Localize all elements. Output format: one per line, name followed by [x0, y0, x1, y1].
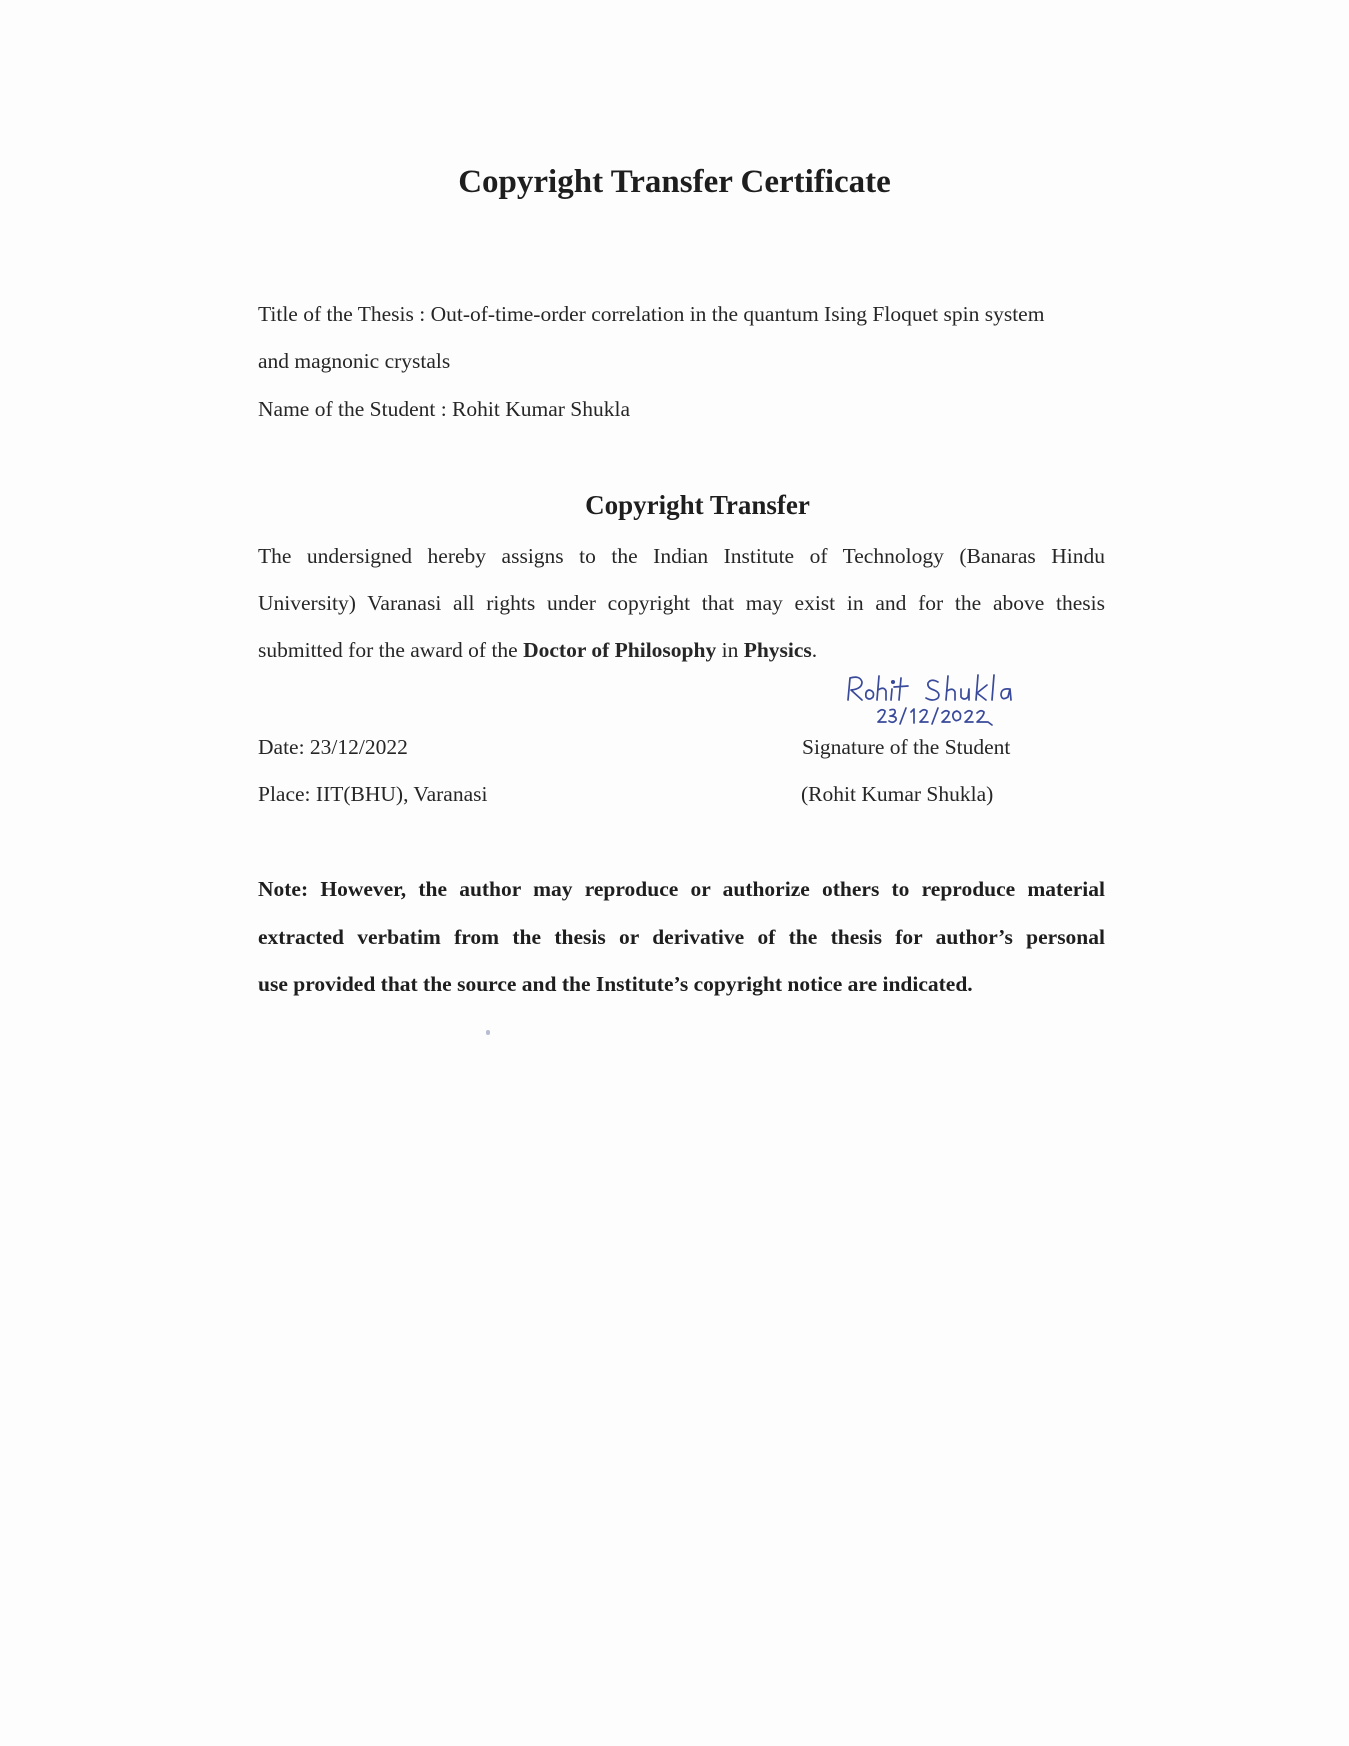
note-line-1: Note: However, the author may reproduce or authorize others to reproduce material	[258, 877, 1105, 901]
degree-name: Doctor of Philosophy	[523, 638, 717, 662]
signatory-name: (Rohit Kumar Shukla)	[801, 782, 994, 806]
section-title: Copyright Transfer	[585, 490, 810, 520]
thesis-title-line-2: and magnonic crystals	[258, 349, 451, 373]
signature-label: Signature of the Student	[802, 735, 1011, 759]
page-title: Copyright Transfer Certificate	[458, 164, 891, 200]
body-line-3-prefix: submitted for the award of the	[258, 638, 518, 662]
date-line: Date: 23/12/2022	[258, 735, 408, 759]
scan-speck	[486, 1030, 490, 1035]
body-line-1: The undersigned hereby assigns to the Indian Institute of Technology (Banaras Hindu	[258, 544, 1105, 568]
subject-name: Physics	[743, 638, 812, 662]
note-line-3: use provided that the source and the Institute’s copyright notice are indicated.	[258, 972, 973, 996]
handwritten-signature	[838, 670, 1058, 740]
note-line-2: extracted verbatim from the thesis or derivative of the thesis for author’s personal	[258, 925, 1105, 949]
body-line-3	[258, 638, 817, 663]
body-line-2: University) Varanasi all rights under copyright that may exist in and for the above thesis	[258, 591, 1105, 615]
place-line: Place: IIT(BHU), Varanasi	[258, 782, 488, 806]
body-line-3-suffix: .	[811, 638, 818, 662]
body-line-3-in: in	[721, 638, 739, 662]
thesis-title-line-1: Title of the Thesis : Out-of-time-order correlation in the quantum Ising Floquet spin system	[258, 302, 1045, 326]
student-name-line: Name of the Student : Rohit Kumar Shukla	[258, 397, 631, 421]
